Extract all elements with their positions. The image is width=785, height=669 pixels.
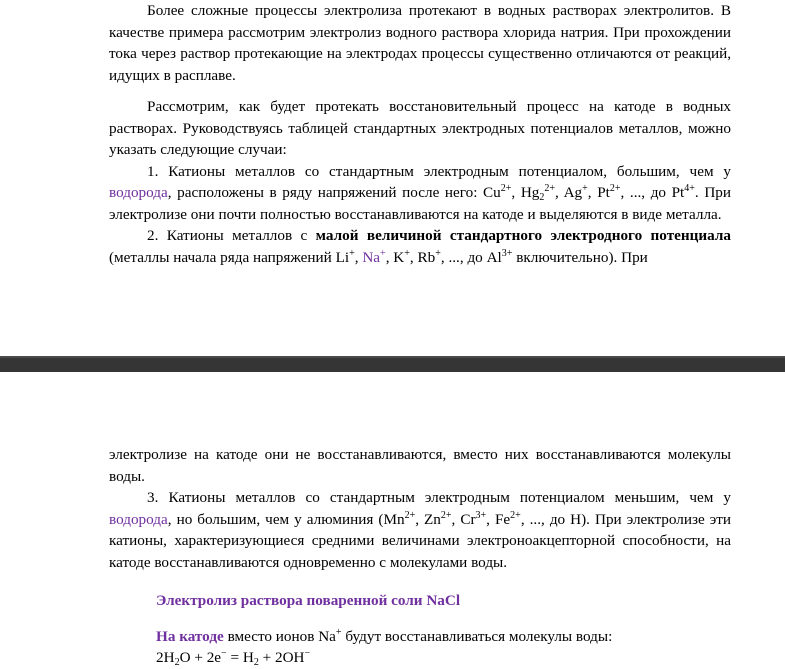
paragraph-case-2: 2. Катионы металлов с малой величиной стандартного электродного потенциала (металлы начала ряда напряжений Li+, Na+, K+, Rb+, ..., до $Al^{3+}$ включительно). При bbox=[109, 227, 731, 266]
paragraph-cathode-cases: Рассмотрим, как будет протекать восстановительный процесс на катоде в водных растворах. Руководствуясь таблицей стандартных электродных потенциалов металлов, можно указать следующие случаи: bbox=[109, 98, 731, 158]
document-page-top bbox=[109, 0, 731, 268]
document-page-bottom bbox=[109, 444, 731, 669]
hydrogen-link-2[interactable]: водорода bbox=[109, 510, 168, 528]
cathode-equation: $2H_2O + 2e^- = H_2 + 2OH^-$ bbox=[156, 648, 311, 668]
hydrogen-link[interactable]: водорода bbox=[109, 184, 168, 201]
paragraph-continuation: электролизе на катоде они не восстанавливаются, вместо них восстанавливаются молекулы воды. bbox=[109, 446, 731, 485]
sodium-link[interactable]: Na+ bbox=[362, 247, 386, 266]
bold-term: малой величиной стандартного электродного потенциала bbox=[315, 227, 731, 244]
section-heading: Электролиз раствора поваренной соли NaCl bbox=[156, 592, 461, 609]
paragraph-cathode: На катоде вместо ионов Na+ будут восстанавливаться молекулы воды: bbox=[156, 626, 613, 645]
page-separator bbox=[0, 356, 785, 372]
paragraph-case-3: 3. Катионы металлов со стандартным электродным потенциалом меньшим, чем у водорода, но большим, чем у алюминия ($Mn^{2+}$, $Zn^{2+}$, $Cr^{3+}$, $Fe^{2+}$, ..., до Н). При электролизе эти катионы, характеризующиеся средними величинами электроноакцепторной способности, на катоде восстанавливаются одновременно с молекулами воды. bbox=[109, 489, 731, 571]
paragraph-case-1: 1. Катионы металлов со стандартным электродным потенциалом, большим, чем у водорода, расположены в ряду напряжений после него: $Cu^{2+}$, $Hg_2^{2+}$, Ag+, $Pt^{2+}$, ..., до $Pt^{4+}$. При электролизе они почти полностью восстанавливаются на катоде и выделяются в виде металла. bbox=[109, 162, 732, 223]
cathode-label: На катоде bbox=[156, 627, 224, 645]
paragraph-intro: Более сложные процессы электролиза протекают в водных растворах электролитов. В качестве примера рассмотрим электролиз водного раствора хлорида натрия. При прохождении тока через раствор протекающие на электродах процессы существенно отличаются от реакций, идущих в расплаве. bbox=[109, 2, 731, 84]
